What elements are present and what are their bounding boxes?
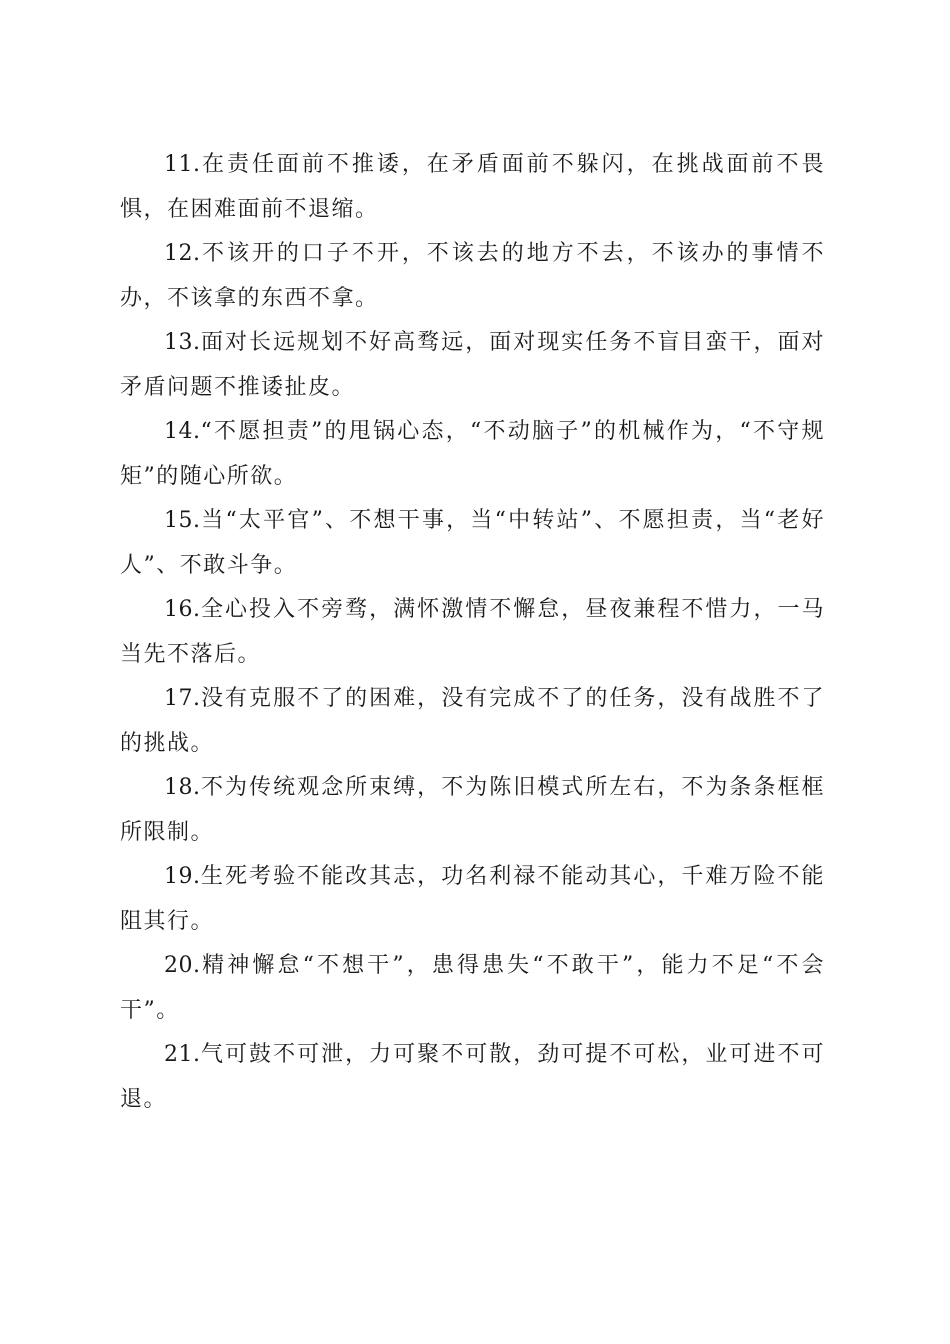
item-text: 精神懈怠“不想干”，患得患失“不敢干”，能力不足“不会干”。 <box>120 953 825 1023</box>
item-number: 11. <box>164 152 201 177</box>
item-number: 14. <box>164 419 201 444</box>
paragraph-12 <box>120 232 825 321</box>
item-text: 全心投入不旁骛，满怀激情不懈怠，昼夜兼程不惜力，一马当先不落后。 <box>120 597 825 667</box>
paragraph-11 <box>120 143 825 232</box>
item-number: 17. <box>164 686 201 711</box>
item-text: 不该开的口子不开，不该去的地方不去，不该办的事情不办，不该拿的东西不拿。 <box>120 241 825 311</box>
item-text: “不愿担责”的甩锅心态，“不动脑子”的机械作为，“不守规矩”的随心所欲。 <box>120 419 825 489</box>
item-text: 气可鼓不可泄，力可聚不可散，劲可提不可松，业可进不可退。 <box>120 1042 825 1112</box>
item-number: 21. <box>164 1042 201 1067</box>
item-number: 18. <box>164 775 201 800</box>
paragraph-13 <box>120 321 825 410</box>
item-text: 当“太平官”、不想干事，当“中转站”、不愿担责，当“老好人”、不敢斗争。 <box>120 508 825 578</box>
item-text: 不为传统观念所束缚，不为陈旧模式所左右，不为条条框框所限制。 <box>120 775 825 845</box>
item-number: 12. <box>164 241 201 266</box>
item-number: 19. <box>164 864 201 889</box>
paragraph-21 <box>120 1033 825 1122</box>
document-body <box>120 143 825 1122</box>
paragraph-20 <box>120 944 825 1033</box>
paragraph-14 <box>120 410 825 499</box>
paragraph-15 <box>120 499 825 588</box>
paragraph-17 <box>120 677 825 766</box>
item-number: 13. <box>164 330 201 355</box>
item-number: 16. <box>164 597 201 622</box>
paragraph-16 <box>120 588 825 677</box>
item-number: 15. <box>164 508 201 533</box>
paragraph-18 <box>120 766 825 855</box>
item-text: 面对长远规划不好高骛远，面对现实任务不盲目蛮干，面对矛盾问题不推诿扯皮。 <box>120 330 825 400</box>
item-number: 20. <box>164 953 201 978</box>
paragraph-19 <box>120 855 825 944</box>
item-text: 生死考验不能改其志，功名利禄不能动其心，千难万险不能阻其行。 <box>120 864 825 934</box>
item-text: 没有克服不了的困难，没有完成不了的任务，没有战胜不了的挑战。 <box>120 686 825 756</box>
item-text: 在责任面前不推诿，在矛盾面前不躲闪，在挑战面前不畏惧，在困难面前不退缩。 <box>120 152 825 222</box>
